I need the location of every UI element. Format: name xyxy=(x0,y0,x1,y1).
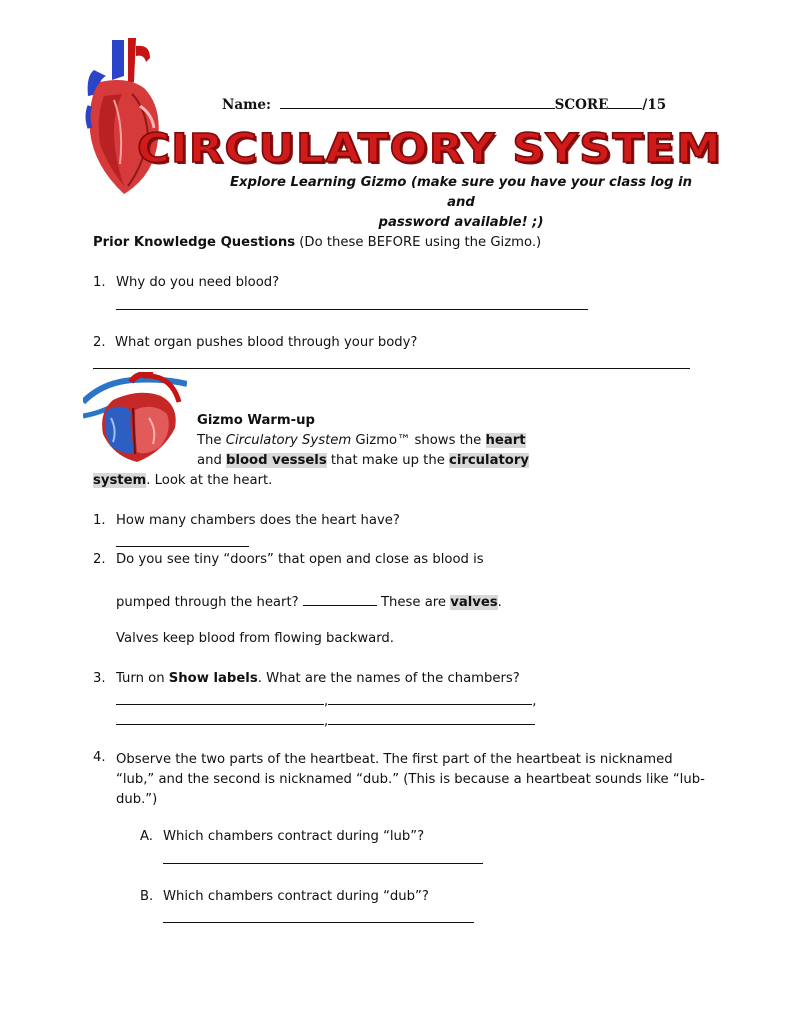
warmup-text: . Look at the heart. xyxy=(146,473,273,488)
q1-text: How many chambers does the heart have? xyxy=(116,513,400,528)
score-label: SCORE xyxy=(554,97,609,113)
warmup-text: The xyxy=(197,433,226,448)
chamber-answer-line[interactable] xyxy=(328,711,535,725)
warmup-line-3 xyxy=(93,473,272,488)
q2-line-2 xyxy=(116,592,502,610)
prior-knowledge-note: (Do these BEFORE using the Gizmo.) xyxy=(295,235,542,250)
q3-answer-row-1 xyxy=(116,691,536,709)
score-field[interactable] xyxy=(608,95,642,109)
comma: , xyxy=(324,714,329,729)
prior-knowledge-heading: Prior Knowledge Questions xyxy=(93,235,296,250)
q2-text-part: These are xyxy=(376,595,451,610)
anatomical-heart-image xyxy=(84,36,162,198)
term-system: system xyxy=(93,473,147,488)
qb-answer-line[interactable] xyxy=(163,922,474,923)
warmup-heading: Gizmo Warm-up xyxy=(197,413,315,428)
warmup-text: and xyxy=(197,453,227,468)
q3-text-part: . What are the names of the chambers? xyxy=(257,671,520,686)
prior-q1-text: Why do you need blood? xyxy=(116,275,280,290)
prior-q1-answer-line[interactable] xyxy=(116,309,588,310)
subtitle-line-2: password available! ;) xyxy=(378,215,544,230)
page-title: CIRCULATORY SYSTEM xyxy=(137,126,722,172)
subtitle-line-1: Explore Learning Gizmo (make sure you have your class log in and xyxy=(229,175,693,210)
chamber-answer-line[interactable] xyxy=(116,691,324,705)
chamber-answer-line[interactable] xyxy=(328,691,532,705)
q2-line-3: Valves keep blood from flowing backward. xyxy=(116,631,394,646)
warmup-text: Gizmo™ shows the xyxy=(351,433,486,448)
score-total: /15 xyxy=(642,97,667,113)
q1-answer-line[interactable] xyxy=(116,546,249,547)
q3-number: 3. xyxy=(93,671,106,686)
prior-q2-text: What organ pushes blood through your body? xyxy=(115,335,418,350)
q2-text: Do you see tiny “doors” that open and close as blood is xyxy=(116,552,484,567)
prior-q1-number: 1. xyxy=(93,275,106,290)
comma: , xyxy=(324,694,329,709)
q3-answer-row-2 xyxy=(116,711,535,729)
q1-number: 1. xyxy=(93,513,106,528)
comma: , xyxy=(532,694,537,709)
q4-number: 4. xyxy=(93,750,106,765)
subtitle xyxy=(222,173,700,233)
prior-q2-answer-line[interactable] xyxy=(93,368,690,369)
q4-line: “lub,” and the second is nicknamed “dub.” (This is because a heartbeat sounds like “lub- xyxy=(116,772,705,787)
q2-number: 2. xyxy=(93,552,106,567)
q2-text-part: . xyxy=(497,595,502,610)
q3-text-part: Turn on xyxy=(116,671,169,686)
term-circulatory: circulatory xyxy=(449,453,529,468)
heart-cross-section-image xyxy=(83,372,187,464)
warmup-text: that make up the xyxy=(326,453,450,468)
q4-text xyxy=(116,750,705,810)
prior-q2-number: 2. xyxy=(93,335,106,350)
qb-text: Which chambers contract during “dub”? xyxy=(163,889,429,904)
qa-answer-line[interactable] xyxy=(163,863,483,864)
name-label: Name: xyxy=(222,97,271,113)
q2-answer-line[interactable] xyxy=(303,592,377,606)
q3-text xyxy=(116,671,520,686)
prior-knowledge-heading-row xyxy=(93,235,541,250)
term-heart: heart xyxy=(485,433,526,448)
q2-text-part: pumped through the heart? xyxy=(116,595,303,610)
qa-letter: A. xyxy=(140,829,153,844)
q4-line: Observe the two parts of the heartbeat. The first part of the heartbeat is nicknamed xyxy=(116,752,673,767)
name-score-row xyxy=(222,95,666,113)
term-show-labels: Show labels xyxy=(168,671,258,686)
term-valves: valves xyxy=(450,595,498,610)
warmup-line-2 xyxy=(197,453,529,468)
warmup-line-1 xyxy=(197,433,526,448)
qa-text: Which chambers contract during “lub”? xyxy=(163,829,425,844)
q4-line: dub.”) xyxy=(116,792,158,807)
gizmo-name: Circulatory System xyxy=(225,433,352,448)
name-field[interactable] xyxy=(280,95,555,109)
term-blood-vessels: blood vessels xyxy=(226,453,327,468)
qb-letter: B. xyxy=(140,889,154,904)
chamber-answer-line[interactable] xyxy=(116,711,324,725)
